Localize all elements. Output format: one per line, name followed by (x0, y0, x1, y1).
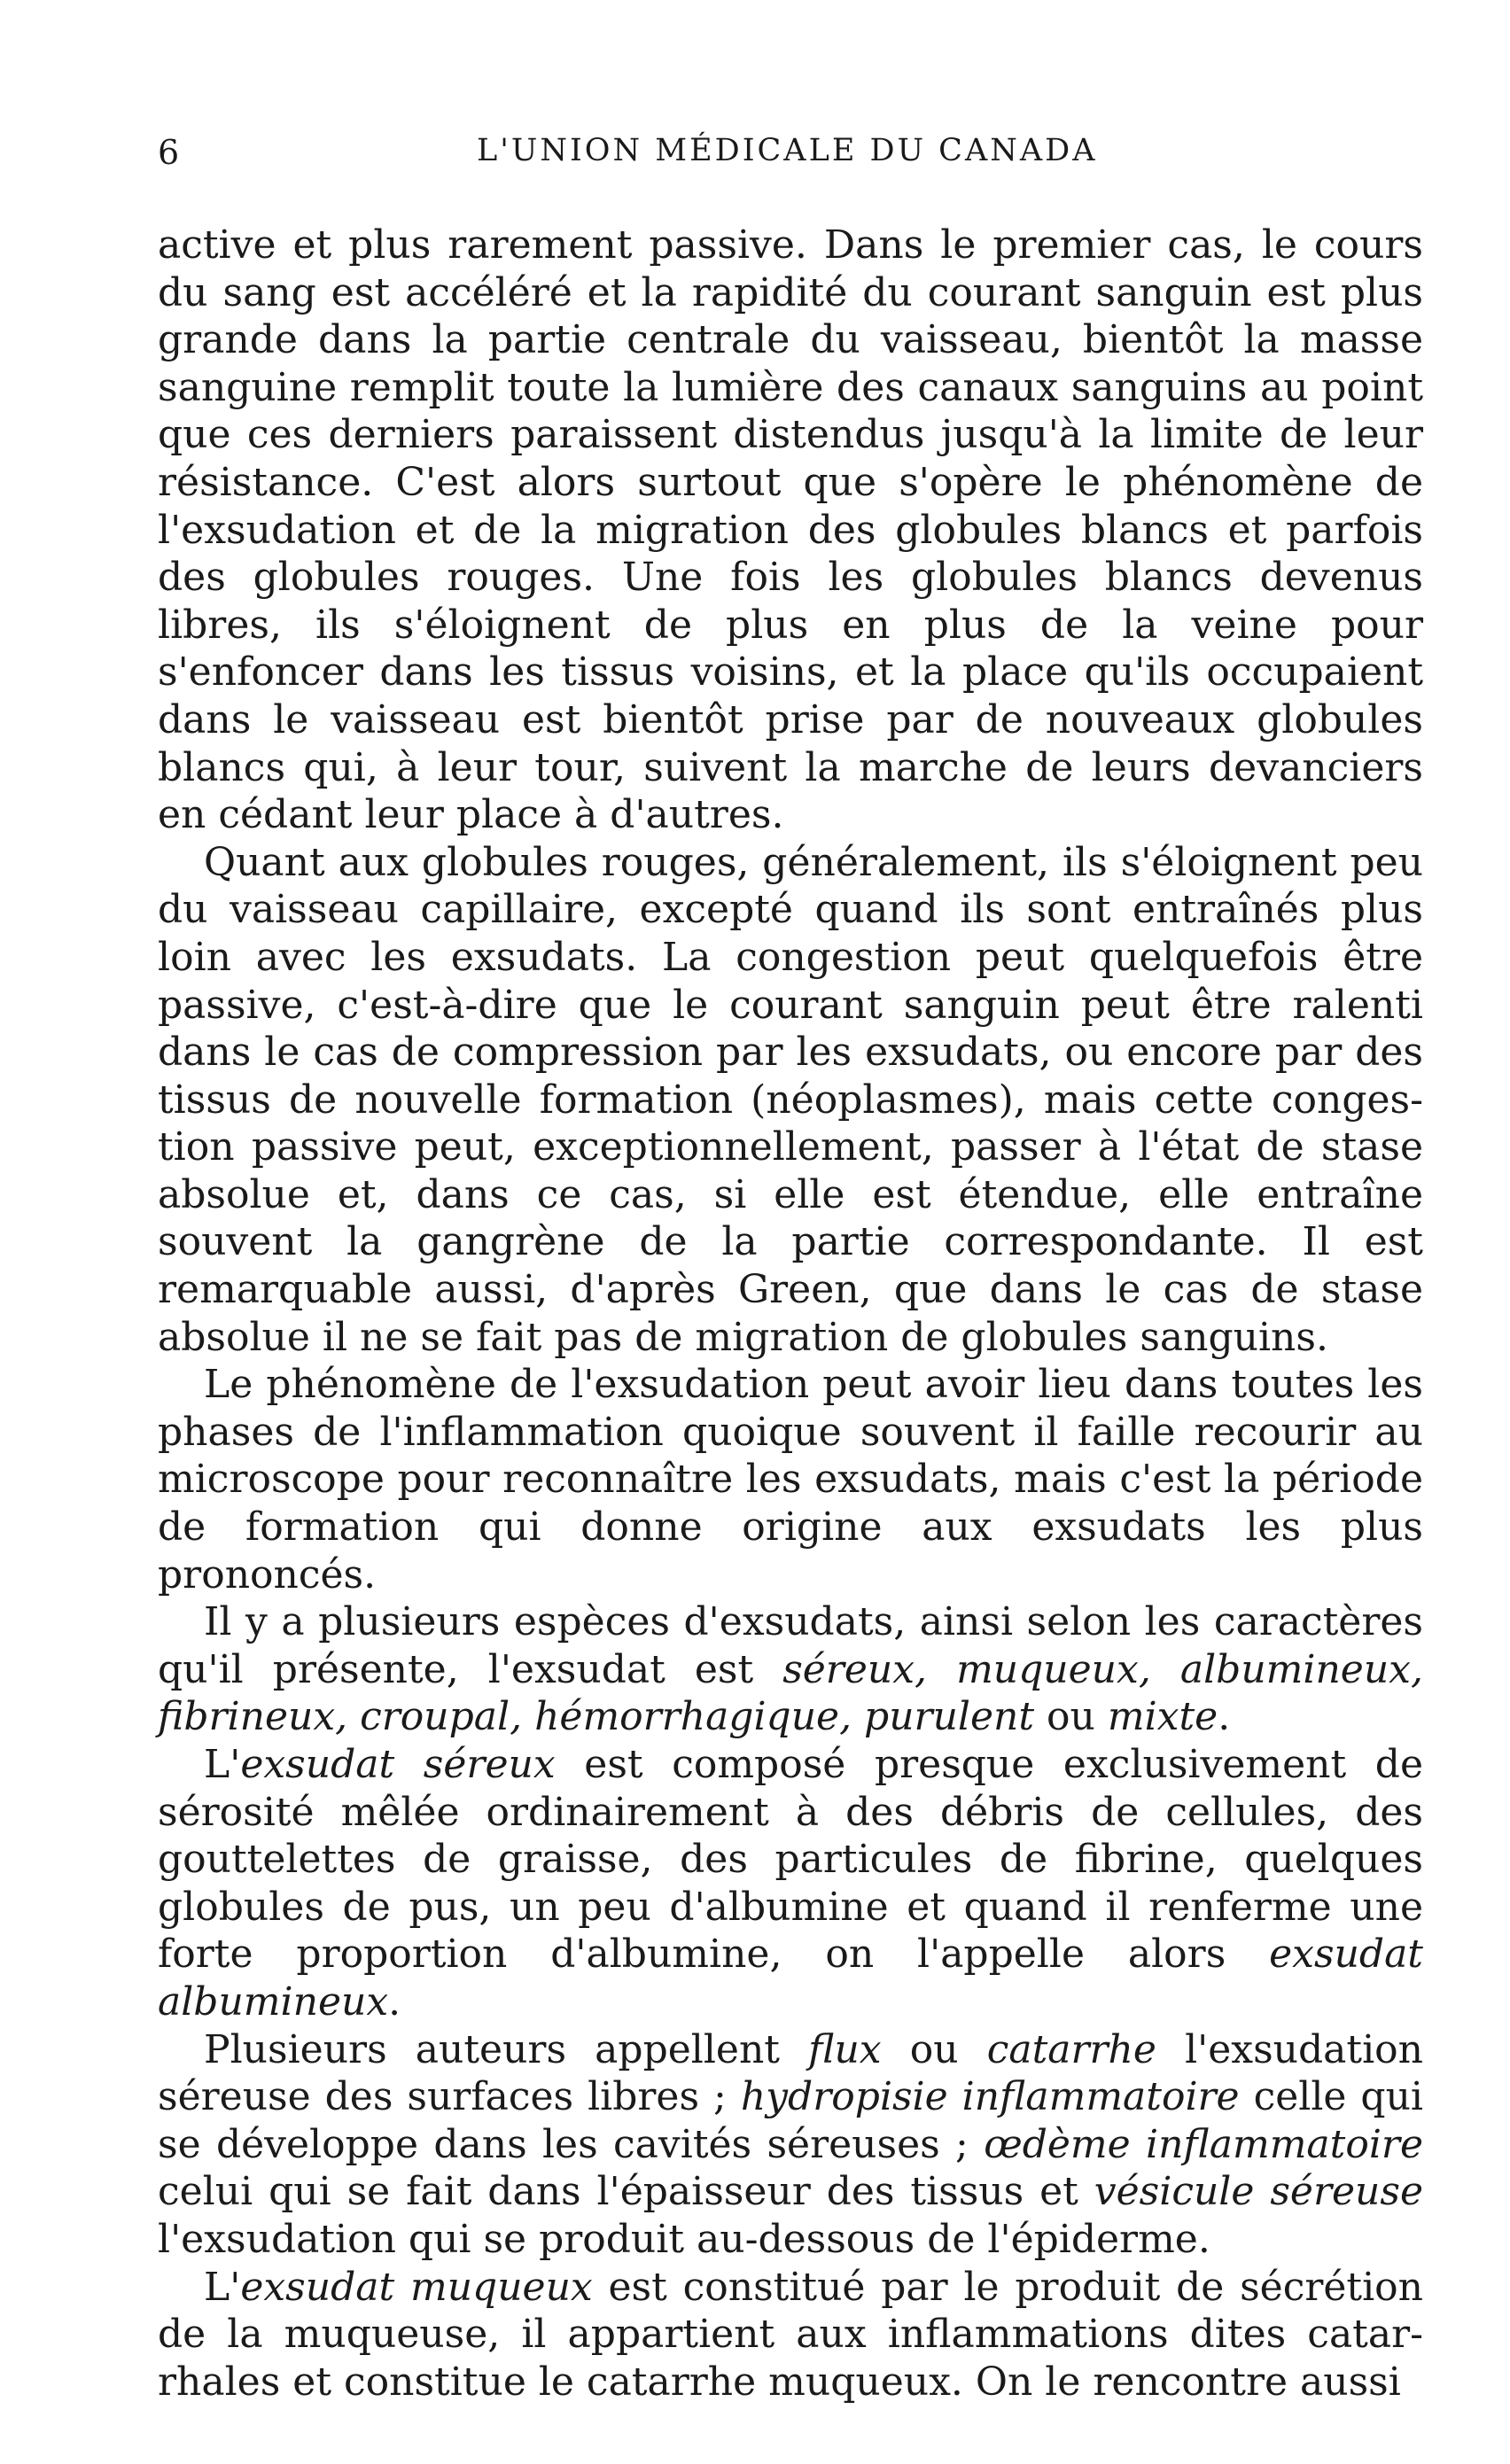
italic-term: exsudat albumineux (158, 1932, 1423, 2025)
text-run: celle qui se développe dans les cavités séreuses ; (158, 2074, 1423, 2167)
text-run: ou (1034, 1694, 1108, 1740)
text-run: L' (204, 1742, 241, 1787)
italic-term: exsudat séreux (240, 1742, 556, 1787)
page-number: 6 (158, 133, 183, 172)
text-run: L' (204, 2264, 241, 2310)
italic-term: séreux, muqueux, albumineux, fibrineux, croupal, hémorrhagique, purulent (158, 1646, 1423, 1740)
paragraph (158, 1598, 1423, 1741)
text-run: active et plus rarement passive. Dans le premier cas, le cours du sang est accéléré et la rapidité du courant sanguin est plus grande dans la partie centrale du vaisseau, bientôt la masse sanguine remplit toute la lumière des canaux sanguins au point que ces derniers paraissent distendus jusqu'à la limite de leur résistance. C'est alors surtout que s'opère le phénomène de l'exsudation et de la migration des globules blancs et parfois des globules rouges. Une fois les globules blancs devenus libres, ils s'éloignent de plus en plus de la veine pour s'enfoncer dans les tissus voisins, et la place qu'ils occupaient dans le vaisseau est bientôt prise par de nouveaux globules blancs qui, à leur tour, suivent la marche de leurs devanciers en cédant leur place à d'autres. (158, 222, 1423, 838)
text-run: est composé presque exclusivement de sérosité mêlée ordinairement à des débris de cellules, des gouttelettes de graisse, des particules de fibrine, quelques globules de pus, un peu d'albumine et quand il renferme une forte proportion d'albumine, on l'appelle alors (158, 1742, 1423, 1978)
paragraph (158, 1361, 1423, 1598)
italic-term: hydropisie inflammatoire (740, 2074, 1240, 2120)
text-run: Quant aux globules rouges, généralement, ils s'éloignent peu du vaisseau capillaire, excepté quand ils sont entraînés plus loin avec les exsudats. La congestion peut quelquefois être passive, c'est-à-dire que le courant sanguin peut être ralenti dans le cas de compression par les exsudats, ou encore par des tissus de nouvelle formation (néoplasmes), mais cette congestion passive peut, exceptionnellement, passer à l'état de stase absolue et, dans ce cas, si elle est étendue, elle entraîne souvent la gangrène de la partie correspondante. Il est remarquable aussi, d'après Green, que dans le cas de stase absolue il ne se fait pas de migration de globules sanguins. (158, 839, 1423, 1360)
text-run: Plusieurs auteurs appellent (204, 2026, 809, 2072)
text-run: celui qui se fait dans l'épaisseur des tissus et (158, 2169, 1094, 2215)
italic-term: vésicule séreuse (1094, 2169, 1423, 2215)
text-run: est constitué par le produit de sécrétion de la muqueuse, il appartient aux inflammations dites catarrhales et constitue le catarrhe muqueux. On le rencontre aussi (158, 2264, 1424, 2405)
text-run: . (1218, 1694, 1231, 1740)
text-run: Il y a plusieurs espèces d'exsudats, ainsi selon les caractères qu'il présente, l'exsudat est (158, 1599, 1423, 1692)
text-run: Le phénomène de l'exsudation peut avoir lieu dans toutes les phases de l'inflammation quoique souvent il faille recourir au microscope pour reconnaître les exsudats, mais c'est la période de formation qui donne origine aux exsudats les plus prononcés. (158, 1362, 1423, 1597)
journal-title: L'UNION MÉDICALE DU CANADA (477, 133, 1098, 168)
italic-term: catarrhe (986, 2026, 1156, 2072)
running-head (158, 133, 1423, 186)
paragraph (158, 1741, 1423, 2026)
body-text (158, 222, 1423, 2406)
text-run: ou (881, 2026, 987, 2072)
italic-term: œdème inflammatoire (984, 2121, 1423, 2167)
paragraph (158, 222, 1423, 839)
paragraph (158, 2264, 1423, 2406)
paragraph (158, 839, 1423, 1362)
text-run: . (388, 1978, 401, 2025)
italic-term: mixte (1107, 1694, 1218, 1740)
text-run: l'exsudation qui se produit au-dessous de l'épiderme. (158, 2216, 1210, 2262)
paragraph (158, 2026, 1423, 2264)
text-run: l'exsudation séreuse des surfaces libres ; (158, 2026, 1423, 2120)
italic-term: exsudat muqueux (240, 2264, 593, 2310)
italic-term: flux (808, 2026, 882, 2072)
